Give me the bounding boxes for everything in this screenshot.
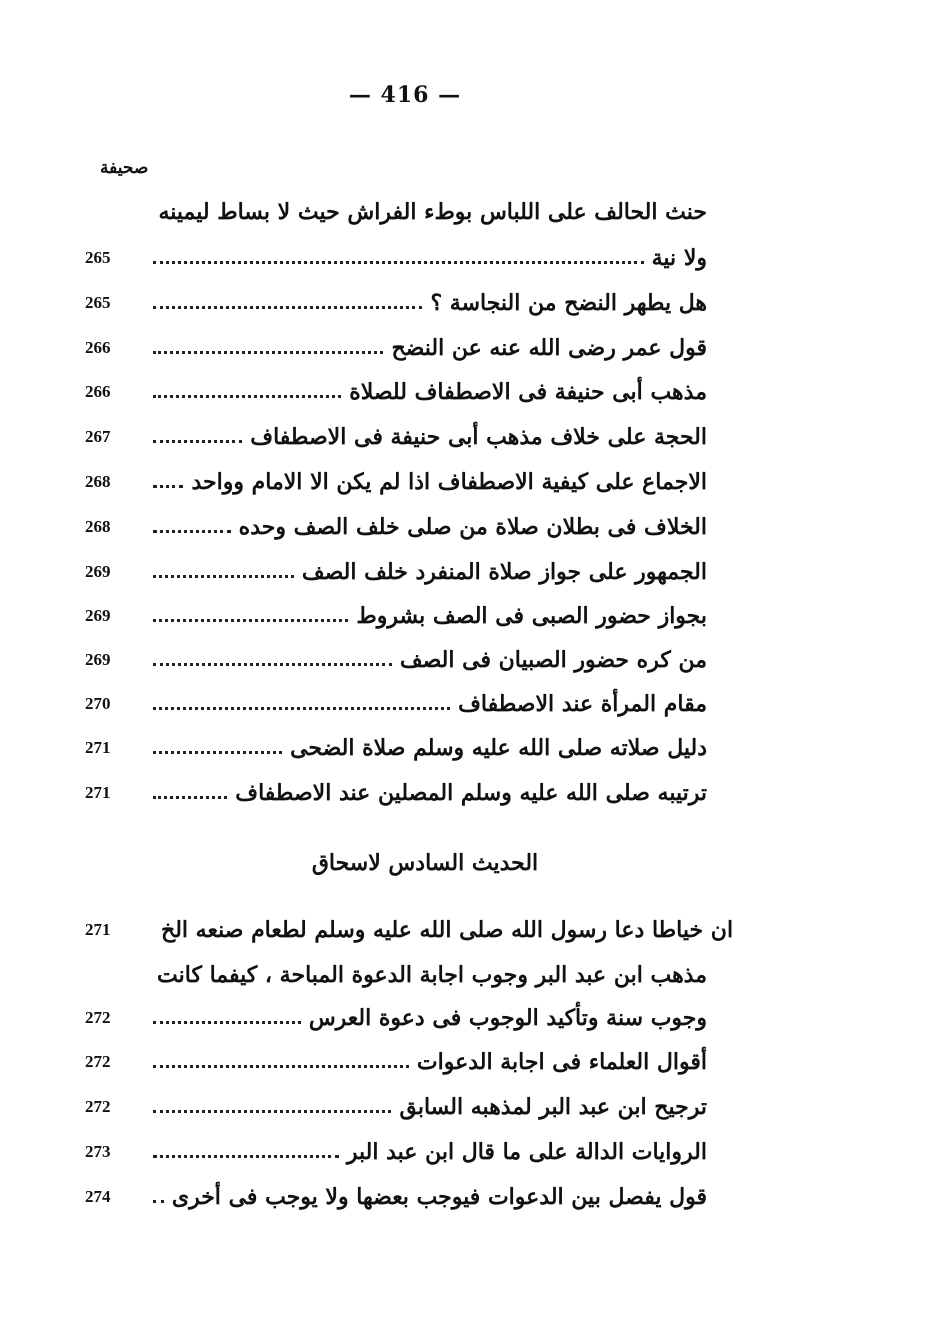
index-entry bbox=[85, 552, 707, 592]
entry-title: قول يفصل بين الدعوات فيوجب بعضها ولا يوجب فى أخرى bbox=[171, 1184, 707, 1210]
entry-page: 272 bbox=[85, 1052, 111, 1071]
entry-page: 269 bbox=[85, 606, 111, 625]
entry-page: 265 bbox=[85, 248, 111, 267]
leader-dots bbox=[153, 1063, 409, 1068]
entry-title: الحجة على خلاف مذهب أبى حنيفة فى الاصطفاف bbox=[250, 424, 707, 450]
entry-page: 270 bbox=[85, 694, 111, 713]
leader-dots bbox=[153, 349, 383, 354]
index-entry bbox=[85, 328, 707, 368]
entry-title: الجمهور على جواز صلاة المنفرد خلف الصف bbox=[301, 559, 707, 585]
entry-title: من كره حضور الصبيان فى الصف bbox=[399, 647, 707, 673]
entry-title: دليل صلاته صلى الله عليه وسلم صلاة الضحى bbox=[290, 735, 707, 761]
entry-page: 267 bbox=[85, 427, 111, 446]
entry-page: 268 bbox=[85, 472, 111, 491]
index-entry bbox=[85, 238, 707, 278]
entry-title: هل يطهر النضح من النجاسة ؟ bbox=[430, 290, 707, 316]
entry-page: 266 bbox=[85, 338, 111, 357]
index-entry bbox=[85, 192, 707, 232]
entry-title: ترجيح ابن عبد البر لمذهبه السابق bbox=[399, 1094, 707, 1120]
entry-title: حنث الحالف على اللباس بوطء الفراش حيث لا بساط ليمينه bbox=[158, 199, 707, 225]
index-entry bbox=[85, 1177, 707, 1217]
leader-dots bbox=[153, 1108, 391, 1113]
leader-dots bbox=[153, 259, 644, 264]
leader-dots bbox=[153, 661, 392, 666]
index-entry bbox=[85, 462, 707, 502]
entry-title: الخلاف فى بطلان صلاة من صلى خلف الصف وحده bbox=[238, 514, 707, 540]
index-entry bbox=[85, 728, 707, 768]
leader-dots bbox=[153, 1019, 301, 1024]
entry-title: الروايات الدالة على ما قال ابن عبد البر bbox=[346, 1139, 707, 1165]
entry-title: بجواز حضور الصبى فى الصف بشروط bbox=[356, 603, 707, 629]
index-entry bbox=[85, 596, 707, 636]
leader-dots bbox=[153, 1153, 339, 1158]
index-entry bbox=[85, 372, 707, 412]
section-heading: الحديث السادس لاسحاق bbox=[311, 850, 539, 876]
leader-dots bbox=[153, 705, 450, 710]
index-entry bbox=[85, 773, 707, 813]
leader-dots bbox=[153, 304, 422, 309]
entry-page: 266 bbox=[85, 382, 111, 401]
leader-dots bbox=[153, 1198, 164, 1203]
page-number: — 416 — bbox=[348, 82, 462, 108]
entry-title: ترتيبه صلى الله عليه وسلم المصلين عند الاصطفاف bbox=[235, 780, 707, 806]
entry-page: 269 bbox=[85, 562, 111, 581]
index-entry bbox=[85, 998, 707, 1038]
entry-page: 271 bbox=[85, 738, 111, 757]
entry-title: مذهب أبى حنيفة فى الاصطفاف للصلاة bbox=[349, 379, 707, 405]
entry-page: 272 bbox=[85, 1097, 111, 1116]
entry-page: 271 bbox=[85, 783, 111, 802]
entry-page: 269 bbox=[85, 650, 111, 669]
index-entry bbox=[85, 507, 707, 547]
leader-dots bbox=[153, 794, 227, 799]
entry-page: 272 bbox=[85, 1008, 111, 1027]
leader-dots bbox=[153, 749, 282, 754]
leader-dots bbox=[153, 438, 242, 443]
index-entry bbox=[85, 1042, 707, 1082]
index-entry bbox=[85, 283, 707, 323]
leader-dots bbox=[153, 573, 294, 578]
leader-dots bbox=[153, 617, 348, 622]
entry-page: 273 bbox=[85, 1142, 111, 1161]
entry-title: الاجماع على كيفية الاصطفاف اذا لم يكن الا الامام وواحد bbox=[191, 469, 707, 495]
entry-title: مقام المرأة عند الاصطفاف bbox=[458, 691, 707, 717]
entry-title: أقوال العلماء فى اجابة الدعوات bbox=[416, 1049, 707, 1075]
entry-title: وجوب سنة وتأكيد الوجوب فى دعوة العرس bbox=[308, 1005, 707, 1031]
entry-title: ولا نية bbox=[651, 245, 707, 271]
index-entry bbox=[85, 640, 707, 680]
leader-dots bbox=[153, 393, 341, 398]
index-entry bbox=[85, 1132, 707, 1172]
entry-title: قول عمر رضى الله عنه عن النضح bbox=[391, 335, 707, 361]
entry-page: 265 bbox=[85, 293, 111, 312]
page-column-label: صحيفة bbox=[100, 158, 149, 178]
index-entry bbox=[85, 910, 734, 950]
index-entry bbox=[85, 684, 707, 724]
entry-page: 268 bbox=[85, 517, 111, 536]
index-entry bbox=[85, 1087, 707, 1127]
index-entry bbox=[85, 955, 707, 995]
entry-page: 274 bbox=[85, 1187, 111, 1206]
index-entry bbox=[85, 417, 707, 457]
entry-title: مذهب ابن عبد البر وجوب اجابة الدعوة المباحة ، كيفما كانت bbox=[157, 962, 707, 988]
leader-dots bbox=[153, 528, 231, 533]
entry-page: 271 bbox=[85, 920, 111, 939]
leader-dots bbox=[153, 483, 183, 488]
entry-title: ان خياطا دعا رسول الله صلى الله عليه وسلم لطعام صنعه الخ bbox=[161, 917, 734, 943]
